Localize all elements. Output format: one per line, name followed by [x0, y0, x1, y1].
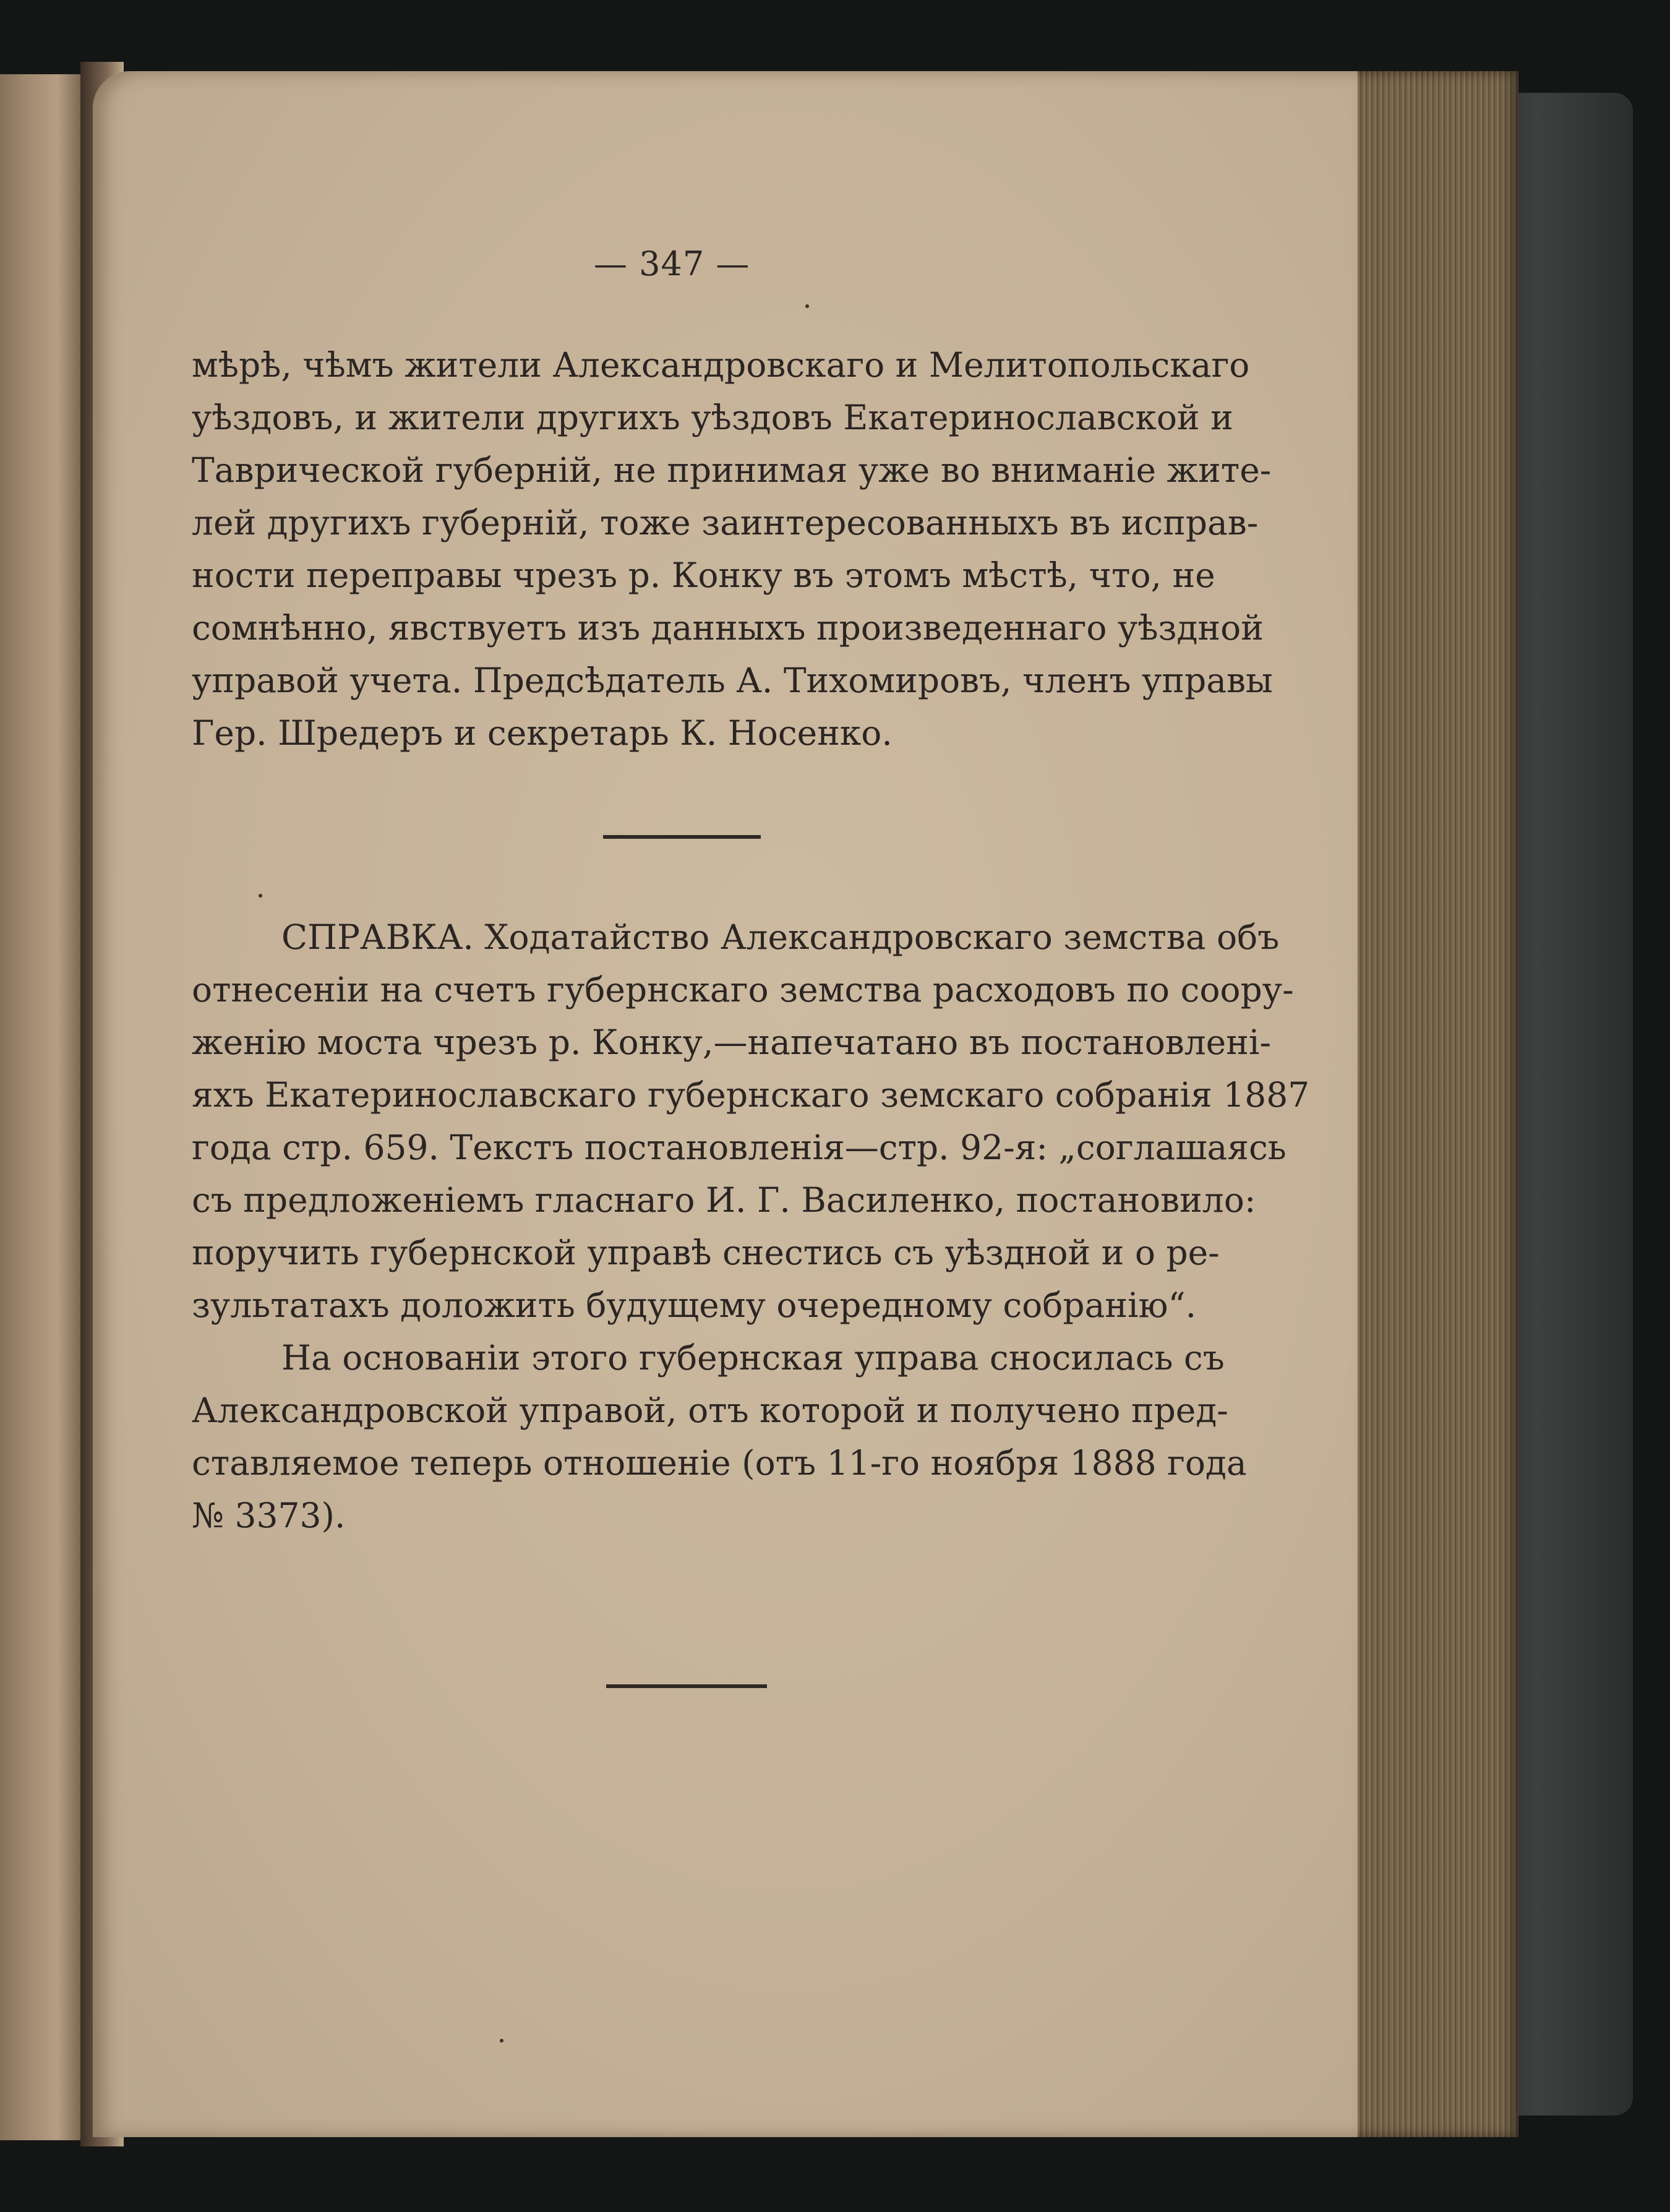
text-line: СПРАВКА. Ходатайство Александровскаго земства объ	[281, 917, 1280, 957]
text-line: сомнѣнно, явствуетъ изъ данныхъ произведеннаго уѣздной	[192, 608, 1264, 648]
paper-speck	[259, 894, 262, 898]
text-line: Александровской управой, отъ которой и получено пред-	[192, 1391, 1228, 1430]
text-line: ставляемое теперь отношеніе (отъ 11-го ноября 1888 года	[192, 1443, 1247, 1483]
text-line: отнесеніи на счетъ губернскаго земства расходовъ по соору-	[192, 970, 1294, 1010]
text-line: года стр. 659. Текстъ постановленія—стр. 92-я: „соглашаясь	[192, 1128, 1287, 1167]
text-line: управой учета. Предсѣдатель А. Тихомировъ, членъ управы	[192, 661, 1273, 700]
end-divider	[606, 1684, 767, 1688]
text-line: уѣздовъ, и жители другихъ уѣздовъ Екатеринославской и	[192, 398, 1233, 437]
text-line: поручить губернской управѣ снестись съ уѣздной и о ре-	[192, 1233, 1220, 1272]
text-line: мѣрѣ, чѣмъ жители Александровскаго и Мелитопольскаго	[192, 345, 1250, 385]
left-page-edge	[0, 74, 93, 2140]
page-number: — 347 —	[594, 244, 750, 283]
text-line: Гер. Шредеръ и секретарь К. Носенко.	[192, 713, 893, 753]
text-line: № 3373).	[192, 1496, 346, 1535]
text-line: ности переправы чрезъ р. Конку въ этомъ мѣстѣ, что, не	[192, 555, 1215, 595]
text-line: съ предложеніемъ гласнаго И. Г. Василенко, постановило:	[192, 1180, 1256, 1220]
paper-speck	[805, 304, 809, 308]
text-line: На основаніи этого губернская управа сносилась съ	[281, 1338, 1225, 1378]
text-line: Таврической губерній, не принимая уже во вниманіе жите-	[192, 450, 1272, 490]
text-line: женію моста чрезъ р. Конку,—напечатано въ постановлені-	[192, 1022, 1272, 1062]
page-edges	[1351, 71, 1518, 2137]
text-line: яхъ Екатеринославскаго губернскаго земскаго собранія 1887	[192, 1075, 1310, 1115]
text-line: лей другихъ губерній, тоже заинтересованныхъ въ исправ-	[192, 503, 1259, 542]
paper-speck	[500, 2039, 503, 2043]
text-line: зультатахъ доложить будущему очередному собранію“.	[192, 1285, 1197, 1325]
section-divider	[603, 835, 761, 839]
